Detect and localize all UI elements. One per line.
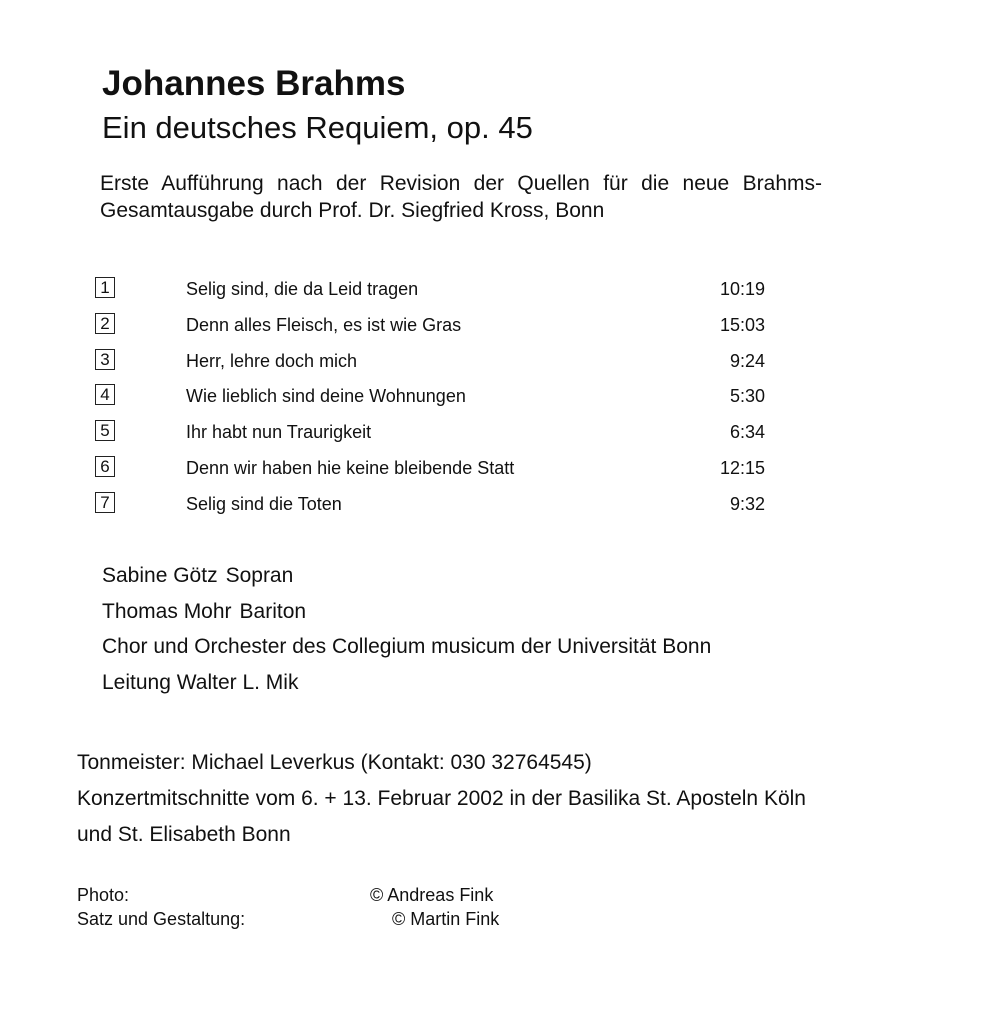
track-duration: 12:15 [719, 457, 765, 478]
track-number-box: 1 [95, 277, 115, 298]
performer-ensemble [102, 629, 711, 665]
recording-info [77, 745, 806, 853]
credit-photo [77, 883, 577, 907]
performer-list [102, 558, 711, 700]
track-number-box: 7 [95, 492, 115, 513]
track-duration: 10:19 [719, 279, 765, 299]
concert-recording-line: Konzertmitschnitte vom 6. + 13. Februar 2002 in der Basilika St. Aposteln Köln [77, 787, 806, 810]
track-row [95, 487, 775, 523]
performer-role: Bariton [239, 599, 307, 623]
work-title: Ein deutsches Requiem, op. 45 [102, 110, 533, 145]
track-title: Ihr habt nun Traurigkeit [186, 422, 372, 443]
composer-heading: Johannes Brahms [102, 64, 406, 103]
performer-name: Chor und Orchester des Collegium musicum der Universität Bonn [102, 635, 712, 658]
track-title: Herr, lehre doch mich [186, 350, 358, 371]
performer-baritone [102, 594, 711, 630]
track-number-box: 4 [95, 384, 115, 405]
credit-value: © Andreas Fink [370, 885, 494, 905]
track-row [95, 308, 775, 344]
track-duration: 6:34 [729, 422, 765, 443]
credit-label: Satz und Gestaltung: [77, 909, 246, 929]
credit-label: Photo: [77, 885, 130, 905]
track-title: Selig sind die Toten [186, 493, 342, 514]
track-duration: 9:32 [729, 493, 765, 514]
track-list [95, 272, 775, 523]
track-title: Denn alles Fleisch, es ist wie Gras [186, 314, 462, 335]
credit-layout [77, 907, 577, 931]
track-duration: 15:03 [719, 314, 765, 335]
track-number-box: 6 [95, 456, 115, 477]
performer-conductor [102, 665, 711, 701]
track-number-box: 5 [95, 420, 115, 441]
track-title: Wie lieblich sind deine Wohnungen [186, 386, 466, 407]
concert-venue-line: und St. Elisabeth Bonn [77, 823, 291, 846]
track-row [95, 379, 775, 415]
track-number-box: 2 [95, 313, 115, 334]
track-duration: 5:30 [729, 386, 765, 407]
track-row [95, 451, 775, 487]
track-row [95, 344, 775, 380]
track-title: Selig sind, die da Leid tragen [186, 279, 419, 299]
performer-name: Leitung Walter L. Mik [102, 670, 299, 694]
performer-name: Thomas Mohr [102, 599, 232, 623]
credit-value: © Martin Fink [392, 909, 500, 929]
performer-soprano [102, 558, 711, 594]
track-title: Denn wir haben hie keine bleibende Statt [186, 457, 515, 478]
credits [77, 883, 577, 931]
performer-name: Sabine Götz [102, 564, 218, 587]
track-number-box: 3 [95, 349, 115, 370]
edition-note: Erste Aufführung nach der Revision der Quellen für die neue Brahms- Gesamtausgabe durch Prof. Dr. Siegfried Kross, Bonn [100, 172, 822, 222]
performer-role: Sopran [225, 564, 294, 587]
sound-engineer-line: Tonmeister: Michael Leverkus (Kontakt: 030 32764545) [77, 751, 592, 774]
track-row [95, 415, 775, 451]
track-row [95, 272, 775, 308]
track-duration: 9:24 [729, 350, 765, 371]
